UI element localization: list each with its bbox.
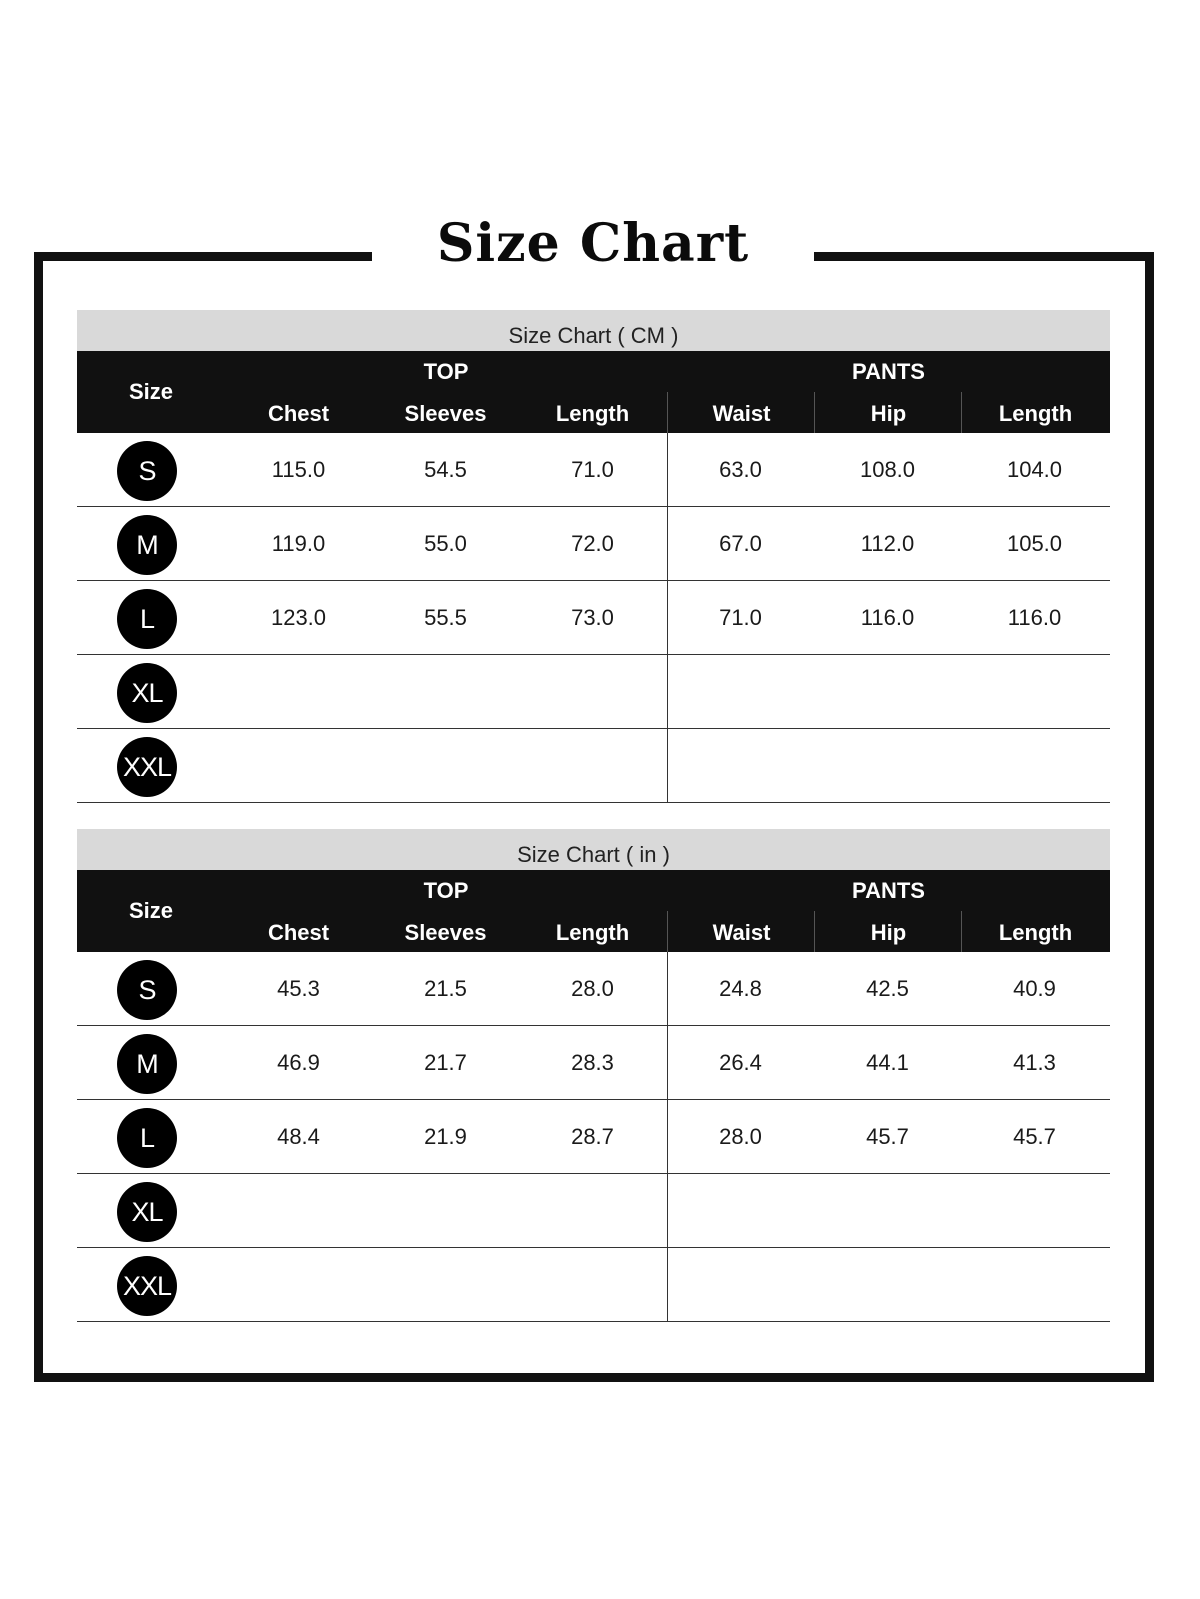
cell-top-length: 72.0 (571, 531, 614, 556)
table-row (77, 433, 1110, 507)
cell-sleeves: 21.5 (424, 976, 467, 1001)
table-row (77, 655, 1110, 729)
cell-waist (667, 655, 814, 729)
table-header (77, 870, 1110, 952)
size-badge: L (117, 589, 177, 649)
cell-pants-length: 105.0 (1006, 531, 1063, 556)
cell-chest (225, 1248, 372, 1322)
cell-top-length: 28.7 (571, 1124, 614, 1149)
cell-sleeves (372, 1174, 519, 1248)
table-row (77, 729, 1110, 803)
cell-sleeves: 54.5 (424, 457, 467, 482)
cell-chest: 123.0 (270, 605, 327, 630)
cell-waist: 26.4 (719, 1050, 762, 1075)
table-caption: Size Chart ( CM ) (77, 310, 1110, 351)
size-badge: XL (117, 1182, 177, 1242)
cell-pants-length: 104.0 (1006, 457, 1063, 482)
cell-hip: 45.7 (866, 1124, 909, 1149)
cell-pants-length: 40.9 (1013, 976, 1056, 1001)
cell-top-length (519, 655, 666, 729)
cell-waist: 67.0 (719, 531, 762, 556)
cell-chest (225, 655, 372, 729)
size-badge: S (117, 960, 177, 1020)
cell-pants-length (961, 1248, 1108, 1322)
pants-group-header: PANTS (852, 359, 925, 384)
cell-sleeves (372, 729, 519, 803)
table-row (77, 1174, 1110, 1248)
cell-chest (225, 729, 372, 803)
cell-sleeves: 21.9 (424, 1124, 467, 1149)
pants-group-header: PANTS (852, 878, 925, 903)
cell-hip: 116.0 (860, 605, 915, 630)
cell-hip (814, 655, 961, 729)
cell-pants-length: 41.3 (1013, 1050, 1056, 1075)
cell-top-length (519, 729, 666, 803)
cell-sleeves: 55.0 (424, 531, 467, 556)
cell-chest: 119.0 (271, 531, 326, 556)
column-header-sleeves: Sleeves (404, 920, 487, 945)
cell-pants-length (961, 1174, 1108, 1248)
cell-waist: 63.0 (719, 457, 762, 482)
cell-waist: 28.0 (719, 1124, 762, 1149)
table-row (77, 1248, 1110, 1322)
column-header-chest: Chest (267, 920, 330, 945)
cell-chest: 46.9 (277, 1050, 320, 1075)
size-badge: XXL (117, 1256, 177, 1316)
cell-waist: 24.8 (719, 976, 762, 1001)
column-header-top-length: Length (555, 401, 630, 426)
cell-sleeves (372, 1248, 519, 1322)
cell-hip: 112.0 (860, 531, 915, 556)
column-header-hip: Hip (814, 911, 962, 952)
size-table-cm (77, 310, 1110, 803)
cell-hip (814, 1248, 961, 1322)
cell-pants-length: 45.7 (1013, 1124, 1056, 1149)
cell-waist (667, 1248, 814, 1322)
cell-pants-length (961, 729, 1108, 803)
cell-top-length: 71.0 (571, 457, 614, 482)
cell-sleeves: 21.7 (424, 1050, 467, 1075)
size-badge: M (117, 515, 177, 575)
table-caption: Size Chart ( in ) (77, 829, 1110, 870)
cell-hip (814, 1174, 961, 1248)
cell-pants-length: 116.0 (1007, 605, 1062, 630)
top-group-header: TOP (423, 359, 469, 384)
column-header-chest: Chest (267, 401, 330, 426)
cell-waist (667, 729, 814, 803)
column-header-hip: Hip (814, 392, 962, 433)
column-header-sleeves: Sleeves (404, 401, 487, 426)
top-group-header: TOP (423, 878, 469, 903)
cell-top-length: 73.0 (571, 605, 614, 630)
column-header-top-length: Length (555, 920, 630, 945)
table-body (77, 433, 1110, 803)
table-row (77, 952, 1110, 1026)
cell-top-length (519, 1248, 666, 1322)
size-badge: XXL (117, 737, 177, 797)
cell-chest: 45.3 (277, 976, 320, 1001)
cell-top-length (519, 1174, 666, 1248)
cell-hip (814, 729, 961, 803)
column-header-waist: Waist (667, 911, 815, 952)
cell-chest: 115.0 (271, 457, 326, 482)
cell-top-length: 28.3 (571, 1050, 614, 1075)
cell-chest (225, 1174, 372, 1248)
cell-hip: 44.1 (866, 1050, 909, 1075)
page-title: Size Chart (436, 213, 750, 274)
table-row (77, 507, 1110, 581)
size-badge: L (117, 1108, 177, 1168)
size-badge: S (117, 441, 177, 501)
cell-top-length: 28.0 (571, 976, 614, 1001)
table-body (77, 952, 1110, 1322)
table-row (77, 1026, 1110, 1100)
table-header (77, 351, 1110, 433)
table-row (77, 581, 1110, 655)
cell-sleeves: 55.5 (424, 605, 467, 630)
cell-chest: 48.4 (277, 1124, 320, 1149)
size-column-header: Size (128, 379, 174, 404)
cell-hip: 108.0 (859, 457, 916, 482)
column-header-pants-length: Length (961, 392, 1109, 433)
column-header-waist: Waist (667, 392, 815, 433)
cell-waist (667, 1174, 814, 1248)
cell-pants-length (961, 655, 1108, 729)
size-badge: M (117, 1034, 177, 1094)
cell-waist: 71.0 (719, 605, 762, 630)
table-row (77, 1100, 1110, 1174)
size-table-in (77, 829, 1110, 1322)
cell-sleeves (372, 655, 519, 729)
size-column-header: Size (128, 898, 174, 923)
size-badge: XL (117, 663, 177, 723)
cell-hip: 42.5 (866, 976, 909, 1001)
column-header-pants-length: Length (961, 911, 1109, 952)
